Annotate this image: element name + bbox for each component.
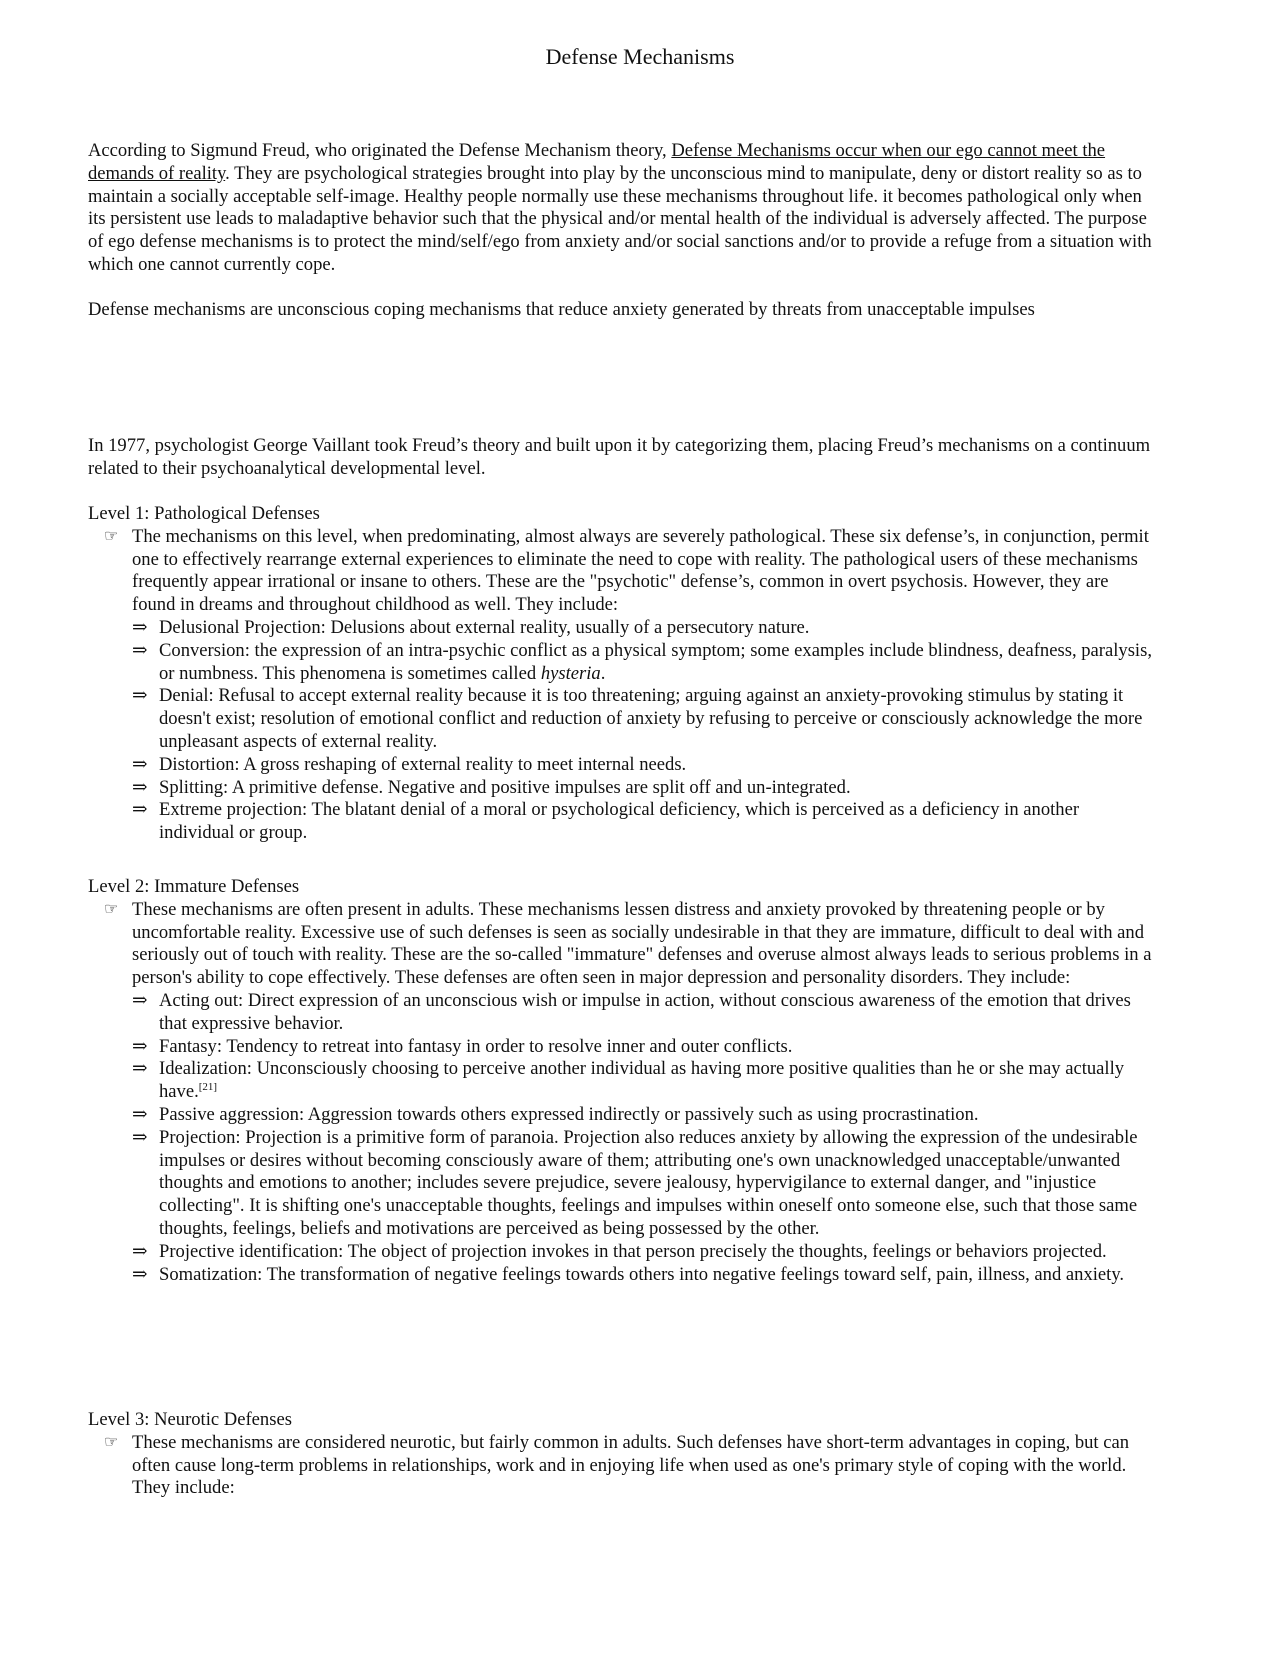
item-text: .	[600, 662, 606, 684]
double-arrow-right-icon: ⇒	[132, 1103, 148, 1125]
double-arrow-right-icon: ⇒	[132, 1263, 148, 1285]
citation-superscript: [21]	[198, 1080, 218, 1093]
item-text: Somatization: The transformation of negative feelings towards others into negative feelings toward self, pain, illness, and anxiety.	[159, 1263, 1125, 1285]
double-arrow-right-icon: ⇒	[132, 685, 148, 707]
page-title: Defense Mechanisms	[545, 44, 735, 69]
summary-text: These mechanisms are considered neurotic, but fairly common in adults. Such defenses have short-term advantages in coping, but can often cause long-term problems in relationships, work and in enjoying life when used as one's primary style of coping with the world. They include:	[132, 1431, 1130, 1499]
pointing-hand-icon: ☞	[104, 900, 119, 918]
item-italic-text: hysteria	[540, 662, 601, 684]
list-item	[88, 1264, 1156, 1287]
item-text: Passive aggression: Aggression towards others expressed indirectly or passively such as using procrastination.	[159, 1103, 979, 1125]
list-item	[88, 990, 1156, 1036]
item-text: Conversion: the expression of an intra-psychic conflict as a physical symptom; some examples include blindness, deafness, paralysis, or numbness. This phenomena is sometimes called	[159, 639, 1152, 684]
double-arrow-right-icon: ⇒	[132, 1035, 148, 1057]
double-arrow-right-icon: ⇒	[132, 1058, 148, 1080]
double-arrow-right-icon: ⇒	[132, 639, 148, 661]
item-text: Idealization: Unconsciously choosing to perceive another individual as having more positive qualities than he or she may actually have.	[159, 1058, 1125, 1103]
double-arrow-right-icon: ⇒	[132, 753, 148, 775]
level-heading: Level 1: Pathological Defenses	[88, 503, 320, 524]
list-item	[88, 1058, 1156, 1104]
list-item	[88, 1241, 1156, 1264]
double-arrow-right-icon: ⇒	[132, 989, 148, 1011]
double-arrow-right-icon: ⇒	[132, 776, 148, 798]
level-heading: Level 3: Neurotic Defenses	[88, 1409, 292, 1430]
item-text: Fantasy: Tendency to retreat into fantasy in order to resolve inner and outer conflicts.	[159, 1035, 793, 1057]
double-arrow-right-icon: ⇒	[132, 799, 148, 821]
summary-text: These mechanisms are often present in adults. These mechanisms lessen distress and anxiety provoked by threatening people or by uncomfortable reality. Excessive use of such defenses is seen as socially undesirable in that they are immature, difficult to deal with and seriously out of touch with reality. These are the so-called "immature" defenses and overuse almost always leads to serious problems in a person's ability to cope effectively. These defenses are often seen in major depression and personality disorders. They include:	[132, 898, 1152, 989]
list-item	[88, 685, 1156, 753]
level-2-section	[88, 876, 1156, 1286]
level-summary	[88, 899, 1156, 990]
item-text: Acting out: Direct expression of an unconscious wish or impulse in action, without conscious awareness of the emotion that drives that expressive behavior.	[159, 989, 1131, 1034]
list-item	[88, 617, 1156, 640]
list-item	[88, 799, 1156, 845]
intro-underlined-text: Defense Mechanisms occur when our ego cannot meet the demands of reality	[88, 140, 1106, 184]
item-text: Projection: Projection is a primitive form of paranoia. Projection also reduces anxiety by allowing the expression of the undesirable impulses or desires without becoming consciously aware of them; attributing one's own unacknowledged unacceptable/unwanted thoughts and emotions to another; includes severe prejudice, severe jealousy, hypervigilance to external danger, and "injustice collecting". It is shifting one's unacceptable thoughts, feelings and impulses within oneself onto someone else, such that those same thoughts, feelings, beliefs and motivations are perceived as being possessed by the other.	[159, 1126, 1138, 1239]
double-arrow-right-icon: ⇒	[132, 1126, 148, 1148]
vaillant-paragraph: In 1977, psychologist George Vaillant took Freud’s theory and built upon it by categorizing them, placing Freud’s mechanisms on a continuum related to their psychoanalytical developmental level.	[88, 435, 1151, 479]
level-1-section	[88, 503, 1156, 845]
list-item	[88, 1104, 1156, 1127]
pointing-hand-icon: ☞	[104, 1433, 119, 1451]
intro-section	[88, 140, 1156, 322]
double-arrow-right-icon: ⇒	[132, 616, 148, 638]
level-summary	[88, 1432, 1156, 1500]
intro-text: According to Sigmund Freud, who originated the Defense Mechanism theory,	[88, 140, 672, 161]
intro-paragraph	[88, 140, 1156, 277]
list-item	[88, 754, 1156, 777]
double-arrow-right-icon: ⇒	[132, 1240, 148, 1262]
item-text: Denial: Refusal to accept external reality because it is too threatening; arguing against an anxiety-provoking stimulus by stating it doesn't exist; resolution of emotional conflict and reduction of anxiety by refusing to perceive or consciously acknowledge the more unpleasant aspects of external reality.	[159, 685, 1143, 752]
intro-paragraph-2: Defense mechanisms are unconscious coping mechanisms that reduce anxiety generated by threats from unacceptable impulses	[88, 298, 1035, 320]
level-heading: Level 2: Immature Defenses	[88, 876, 300, 897]
pointing-hand-icon: ☞	[104, 527, 119, 545]
intro-text-rest: . They are psychological strategies brought into play by the unconscious mind to manipulate, deny or distort reality so as to maintain a socially acceptable self-image. Healthy people normally use these mechanisms throughout life. it becomes pathological only when its persistent use leads to maladaptive behavior such that the physical and/or mental health of the individual is adversely affected. The purpose of ego defense mechanisms is to protect the mind/self/ego from anxiety and/or social sanctions and/or to provide a refuge from a situation with which one cannot currently cope.	[88, 162, 1152, 275]
list-item	[88, 1127, 1156, 1241]
summary-text: The mechanisms on this level, when predominating, almost always are severely pathological. These six defense’s, in conjunction, permit one to effectively rearrange external experiences to eliminate the need to cope with reality. The pathological users of these mechanisms frequently appear irrational or insane to others. These are the "psychotic" defense’s, common in overt psychosis. However, they are found in dreams and throughout childhood as well. They include:	[132, 525, 1149, 616]
item-text: Distortion: A gross reshaping of external reality to meet internal needs.	[159, 753, 687, 775]
item-text: Projective identification: The object of projection invokes in that person precisely the thoughts, feelings or behaviors projected.	[159, 1240, 1107, 1262]
level-summary	[88, 526, 1156, 617]
list-item	[88, 1036, 1156, 1059]
list-item	[88, 640, 1156, 686]
item-text: Extreme projection: The blatant denial of a moral or psychological deficiency, which is perceived as a deficiency in another individual or group.	[159, 799, 1080, 844]
level-3-section	[88, 1409, 1156, 1500]
item-text: Delusional Projection: Delusions about external reality, usually of a persecutory nature.	[159, 616, 810, 638]
list-item	[88, 777, 1156, 800]
item-text: Splitting: A primitive defense. Negative and positive impulses are split off and un-integrated.	[159, 776, 851, 798]
